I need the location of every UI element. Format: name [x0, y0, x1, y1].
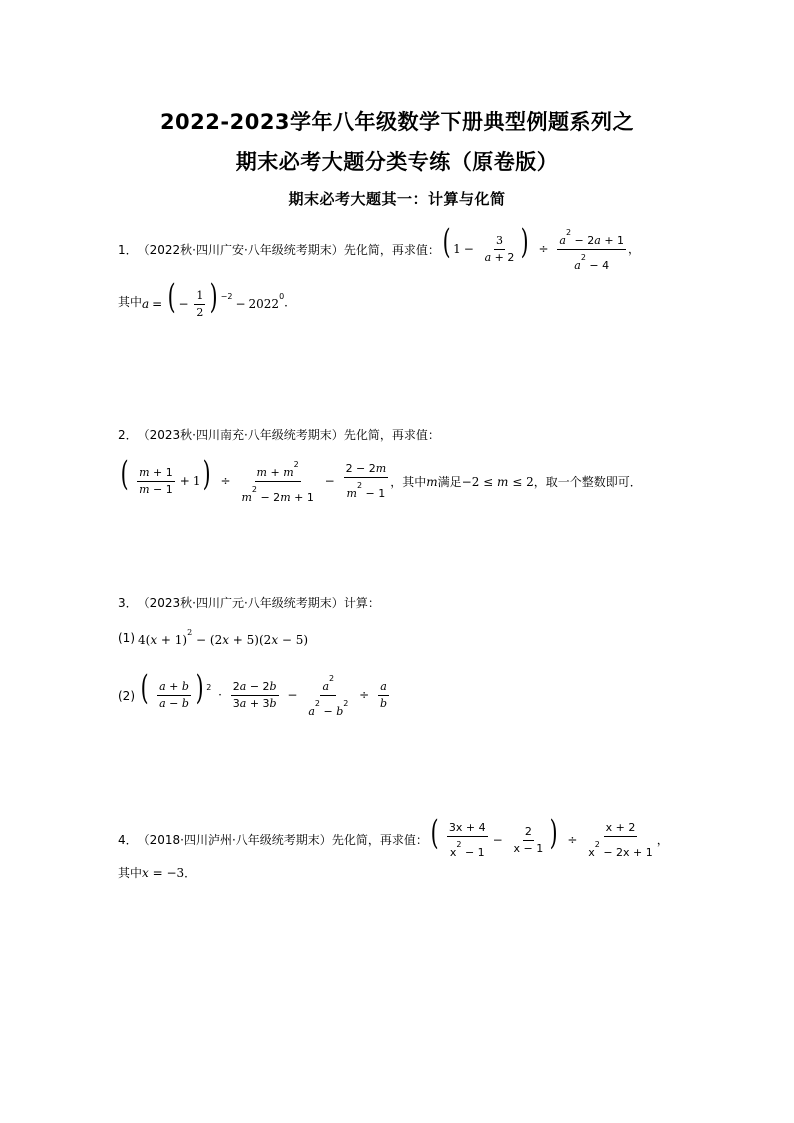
problem-1-line-2 — [118, 277, 297, 320]
expression: ( $\frac{m + 1}{m - 1}$ + 1) ÷ $\frac{m + m^2}{m^2 - 2m + 1}$ − $\frac{2 - 2m}{m^2 - 1}$ — [120, 454, 387, 504]
problem-prompt: 先化简，再求值： — [331, 832, 428, 847]
expression: ( 1 − $\frac{3}{a + 2}$ ) ÷ $\frac{a^2 - 2a + 1}{a^2 - 4}$ ， — [442, 222, 641, 272]
problem-number: 1． — [118, 243, 138, 257]
problem-4-line-2 — [118, 864, 196, 881]
document-title: 2022-2023学年八年级数学下册典型例题系列之 — [159, 110, 635, 134]
condition-prefix: ，其中 — [390, 475, 427, 489]
document-subtitle: 期末必考大题分类专练（原卷版） — [235, 150, 559, 174]
problem-prompt: 先化简，再求值： — [343, 428, 440, 442]
problem-3-part-1 — [118, 628, 308, 647]
condition-prefix: 其中 — [118, 866, 143, 880]
expression: ( $\frac{a + b}{a - b}$ ) $^2$ · $\frac{2a - 2b}{3a + 3b}$ − $\frac{a^2}{a^2 - b^2}$ ÷ $\frac{a}{b}$ — [140, 668, 388, 718]
part-label: (2) — [118, 688, 135, 703]
condition-suffix: ，取一个整数即可． — [533, 475, 642, 489]
problem-source: （2023秋·四川广元·八年级统考期末） — [137, 596, 344, 610]
condition-mid: 满足 — [437, 475, 462, 489]
sentence-end: ． — [284, 294, 297, 309]
problem-number: 3． — [118, 596, 138, 610]
sentence-end: ． — [184, 866, 197, 880]
part-label: (1) — [118, 630, 135, 645]
problem-2-line-2: ( $\frac{m + 1}{m - 1}$ + 1) ÷ $\frac{m + m^2}{m^2 - 2m + 1}$ − $\frac{2 - 2m}{m^2 - 1}$ ，其中 m 满足 −2 ≤ m ≤ 2 ，取一个整数即可． — [118, 458, 642, 505]
problem-prompt: 计算： — [343, 596, 380, 610]
problem-source: （2022秋·四川广安·八年级统考期末） — [137, 243, 344, 257]
problem-number: 4． — [118, 832, 138, 847]
expression: ( $\frac{3x + 4}{x^2 - 1}$ − $\frac{2}{x - 1}$ ) ÷ $\frac{x + 2}{x^2 - 2x + 1}$ ， — [430, 813, 669, 859]
expression: $4(x + 1)^2 - (2x + 5)(2x - 5)$ — [138, 628, 309, 647]
problem-number: 2． — [118, 428, 138, 442]
problem-4-line-1 — [118, 813, 669, 860]
problem-3-part-2 — [118, 668, 391, 719]
condition-prefix: 其中 — [118, 294, 143, 309]
problem-source: （2023秋·四川南充·八年级统考期末） — [137, 428, 344, 442]
condition-expression: x = −3 — [142, 865, 185, 880]
problem-2-line-1 — [118, 426, 440, 443]
problem-3-line-1 — [118, 594, 380, 611]
condition-range: −2 ≤ m ≤ 2 — [461, 474, 534, 489]
problem-source: （2018·四川泸州·八年级统考期末） — [137, 832, 332, 847]
problem-prompt: 先化简，再求值： — [343, 243, 440, 257]
section-heading: 期末必考大题其一：计算与化简 — [288, 190, 506, 208]
condition-expression: a = ( − $\frac{1}{2}$ ) $^{-2}- 2022^0$ — [142, 277, 285, 319]
problem-1-line-1 — [118, 222, 641, 273]
